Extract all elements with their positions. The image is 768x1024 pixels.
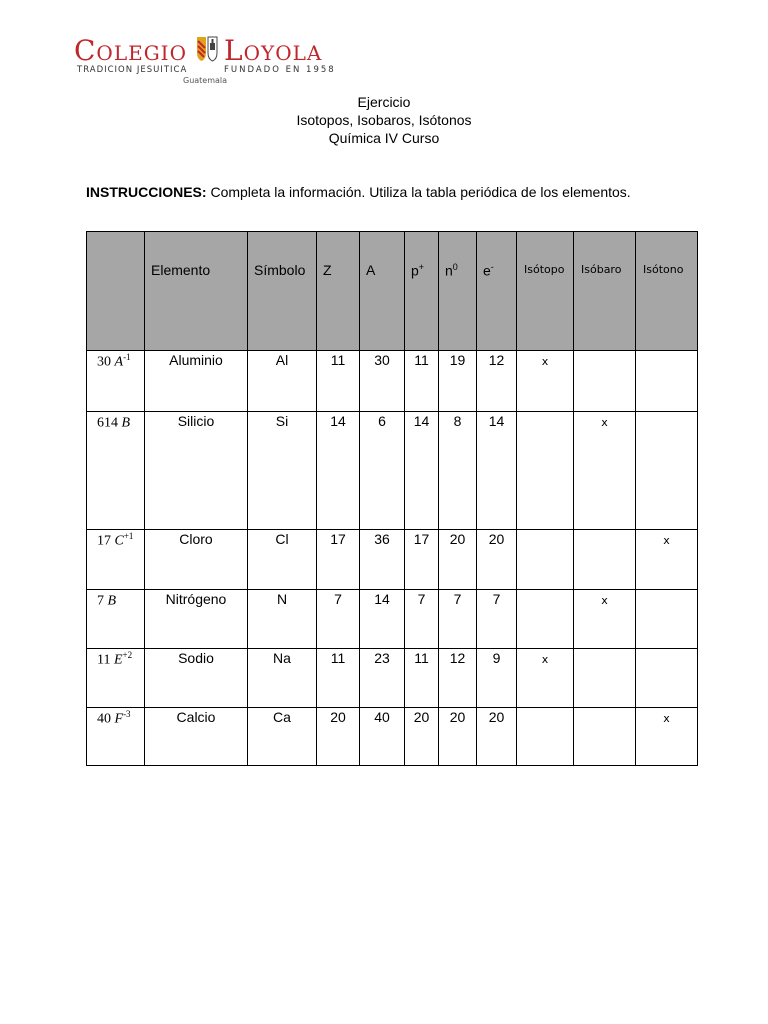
isotope-cell: x bbox=[517, 351, 574, 412]
table-row bbox=[87, 530, 698, 590]
header-isobar: Isóbaro bbox=[574, 232, 636, 351]
instructions bbox=[86, 184, 631, 200]
table-row bbox=[87, 649, 698, 708]
z-cell: 14 bbox=[317, 412, 360, 530]
school-name-right bbox=[224, 34, 322, 67]
element-cell: Calcio bbox=[145, 708, 248, 766]
header-isotone: Isótono bbox=[636, 232, 698, 351]
z-cell: 7 bbox=[317, 590, 360, 649]
neutrons-cell: 20 bbox=[439, 708, 477, 766]
z-cell: 17 bbox=[317, 530, 360, 590]
symbol-cell: Na bbox=[248, 649, 317, 708]
isotone-cell bbox=[636, 590, 698, 649]
a-cell: 23 bbox=[360, 649, 405, 708]
isobar-cell: x bbox=[574, 590, 636, 649]
a-cell: 40 bbox=[360, 708, 405, 766]
header-symbol: Símbolo bbox=[248, 232, 317, 351]
isotone-cell bbox=[636, 351, 698, 412]
electrons-cell: 12 bbox=[477, 351, 517, 412]
table-row bbox=[87, 351, 698, 412]
electrons-cell: 14 bbox=[477, 412, 517, 530]
isobar-cell: x bbox=[574, 412, 636, 530]
notation-cell: 7 B bbox=[87, 590, 145, 649]
isotope-cell bbox=[517, 530, 574, 590]
header-neutrons: $n^0$ bbox=[439, 232, 477, 351]
isotone-cell: x bbox=[636, 530, 698, 590]
notation-cell: 30 $A^{-1}$ bbox=[87, 351, 145, 412]
a-cell: 36 bbox=[360, 530, 405, 590]
page-heading bbox=[0, 93, 768, 147]
notation-cell: 17 $C^{+1}$ bbox=[87, 530, 145, 590]
header-z: Z bbox=[317, 232, 360, 351]
instructions-label: INSTRUCCIONES: bbox=[86, 184, 207, 200]
element-cell: Aluminio bbox=[145, 351, 248, 412]
header-notation bbox=[87, 232, 145, 351]
element-cell: Sodio bbox=[145, 649, 248, 708]
notation-cell: 40 $F^{-3}$ bbox=[87, 708, 145, 766]
protons-cell: 20 bbox=[405, 708, 439, 766]
symbol-cell: Cl bbox=[248, 530, 317, 590]
heading-line3: Química IV Curso bbox=[328, 130, 440, 146]
crest-icon bbox=[195, 35, 219, 63]
table-row bbox=[87, 708, 698, 766]
instructions-text: Completa la información. Utiliza la tabla periódica de los elementos. bbox=[206, 184, 631, 200]
neutrons-cell: 8 bbox=[439, 412, 477, 530]
heading-line1: Ejercicio bbox=[357, 94, 411, 110]
a-cell: 30 bbox=[360, 351, 405, 412]
neutrons-cell: 7 bbox=[439, 590, 477, 649]
school-tagline-left: TRADICION JESUITICA bbox=[77, 65, 188, 75]
isotope-cell bbox=[517, 590, 574, 649]
header-a: A bbox=[360, 232, 405, 351]
symbol-cell: N bbox=[248, 590, 317, 649]
isotope-cell bbox=[517, 708, 574, 766]
notation-cell: 11 $E^{+2}$ bbox=[87, 649, 145, 708]
school-logo bbox=[74, 34, 344, 86]
school-name-left bbox=[74, 34, 187, 67]
table-row bbox=[87, 590, 698, 649]
a-cell: 6 bbox=[360, 412, 405, 530]
protons-cell: 11 bbox=[405, 649, 439, 708]
exercise-table bbox=[86, 231, 698, 766]
header-electrons: e- bbox=[477, 232, 517, 351]
isotone-cell: x bbox=[636, 708, 698, 766]
school-tagline-right: FUNDADO EN 1958 bbox=[224, 65, 336, 75]
electrons-cell: 20 bbox=[477, 708, 517, 766]
heading-line2: Isotopos, Isobaros, Isótonos bbox=[296, 112, 472, 128]
school-name-part2: Loyola bbox=[224, 34, 323, 67]
isotope-cell bbox=[517, 412, 574, 530]
protons-cell: 17 bbox=[405, 530, 439, 590]
symbol-cell: Al bbox=[248, 351, 317, 412]
neutrons-cell: 20 bbox=[439, 530, 477, 590]
electrons-cell: 9 bbox=[477, 649, 517, 708]
notation-cell: 614 B bbox=[87, 412, 145, 530]
isobar-cell bbox=[574, 530, 636, 590]
element-cell: Silicio bbox=[145, 412, 248, 530]
isobar-cell bbox=[574, 351, 636, 412]
element-cell: Nitrógeno bbox=[145, 590, 248, 649]
header-protons: p+ bbox=[405, 232, 439, 351]
header-element: Elemento bbox=[145, 232, 248, 351]
electrons-cell: 7 bbox=[477, 590, 517, 649]
protons-cell: 11 bbox=[405, 351, 439, 412]
z-cell: 20 bbox=[317, 708, 360, 766]
electrons-cell: 20 bbox=[477, 530, 517, 590]
school-city: Guatemala bbox=[183, 76, 228, 85]
neutrons-cell: 12 bbox=[439, 649, 477, 708]
protons-cell: 7 bbox=[405, 590, 439, 649]
symbol-cell: Ca bbox=[248, 708, 317, 766]
z-cell: 11 bbox=[317, 649, 360, 708]
a-cell: 14 bbox=[360, 590, 405, 649]
school-name-part1: Colegio bbox=[74, 34, 187, 67]
z-cell: 11 bbox=[317, 351, 360, 412]
symbol-cell: Si bbox=[248, 412, 317, 530]
isobar-cell bbox=[574, 649, 636, 708]
table-row bbox=[87, 412, 698, 530]
protons-cell: 14 bbox=[405, 412, 439, 530]
isobar-cell bbox=[574, 708, 636, 766]
isotone-cell bbox=[636, 649, 698, 708]
header-isotope: Isótopo bbox=[517, 232, 574, 351]
table-header-row bbox=[87, 232, 698, 351]
neutrons-cell: 19 bbox=[439, 351, 477, 412]
element-cell: Cloro bbox=[145, 530, 248, 590]
isotone-cell bbox=[636, 412, 698, 530]
isotope-cell: x bbox=[517, 649, 574, 708]
